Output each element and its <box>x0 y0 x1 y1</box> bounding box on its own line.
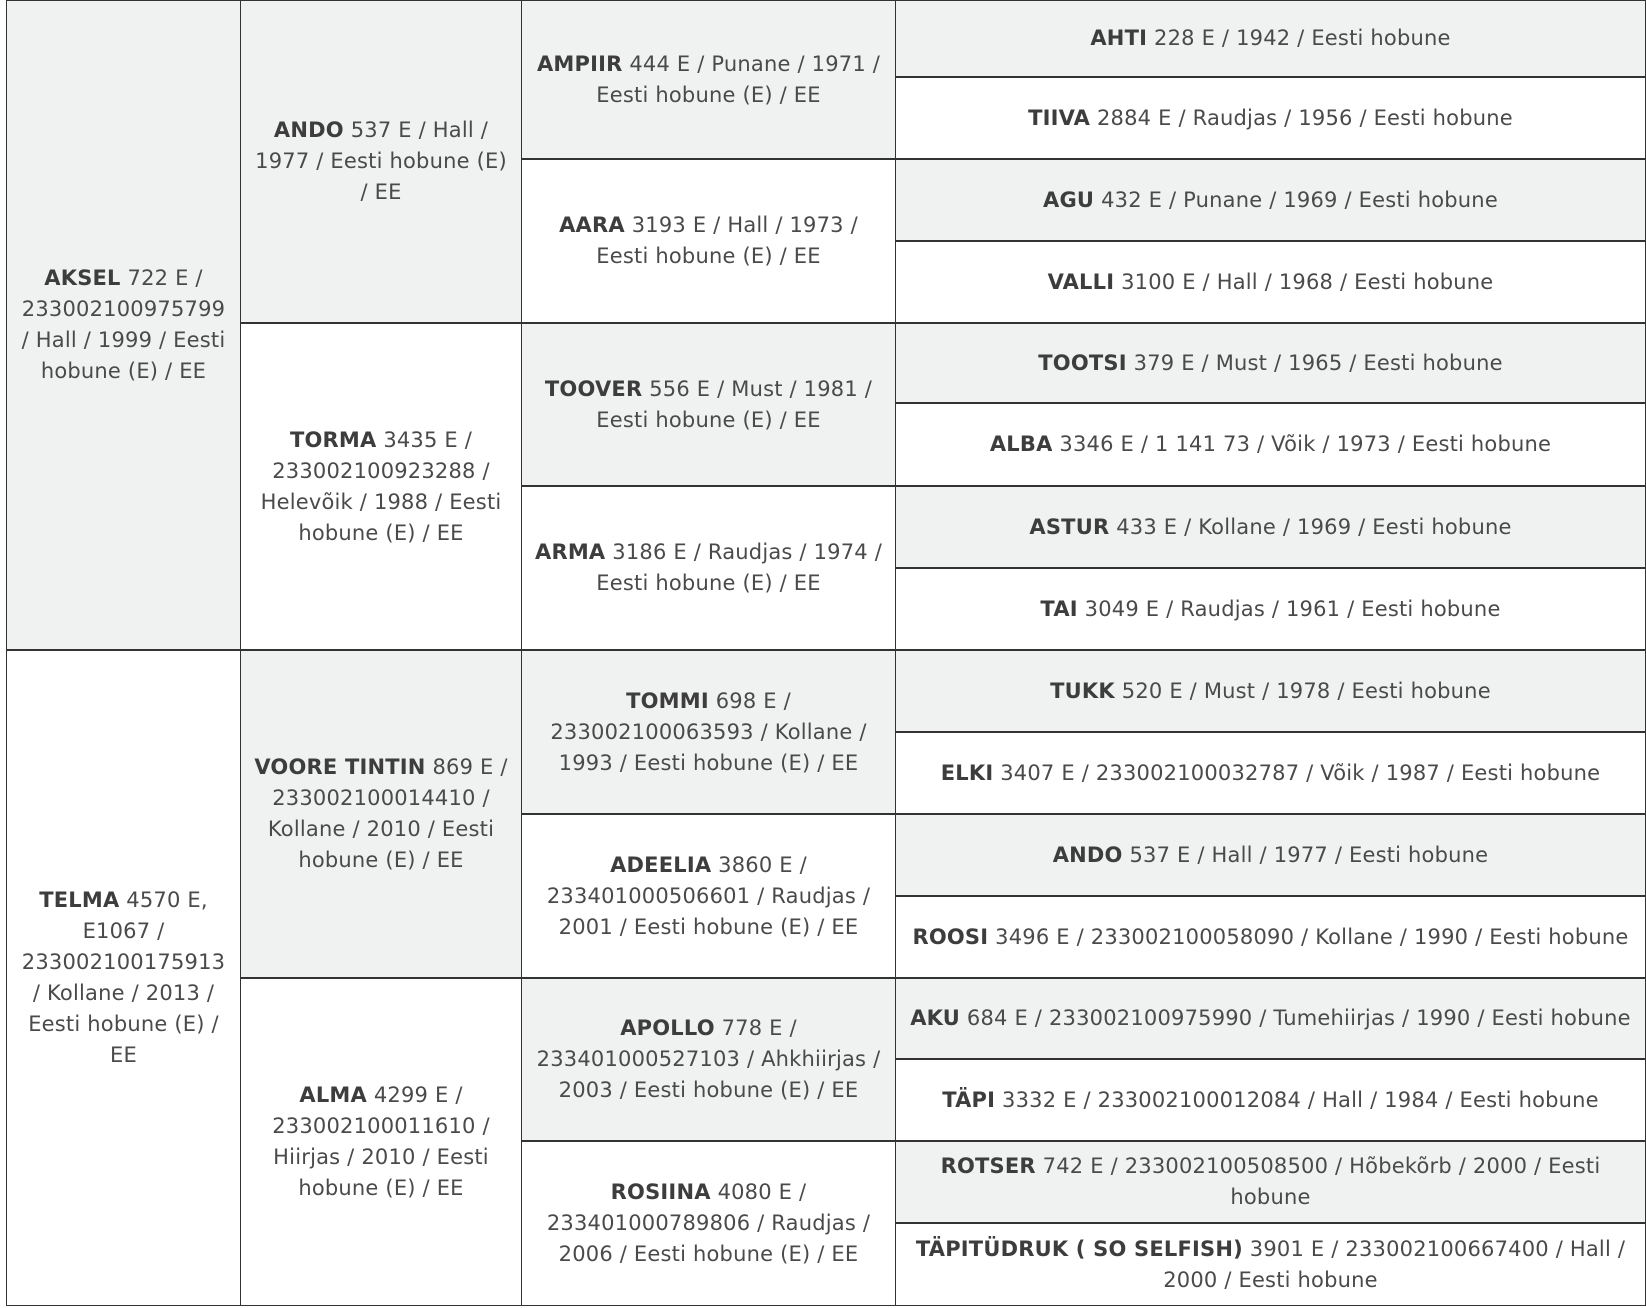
horse-entry <box>522 49 895 111</box>
horse-details: 869 E / 233002100014410 / Kollane / 2010 / Eesti hobune (E) / EE <box>267 755 508 872</box>
horse-entry <box>982 429 1559 460</box>
horse-name[interactable]: VOORE TINTIN <box>254 755 426 779</box>
pedigree-cell-gen3[interactable] <box>521 1141 896 1306</box>
horse-details: 433 E / Kollane / 1969 / Eesti hobune <box>1109 514 1512 539</box>
pedigree-cell-gen3[interactable] <box>521 0 896 159</box>
pedigree-cell-gen1[interactable] <box>6 650 241 1306</box>
pedigree-cell-gen1[interactable] <box>6 0 241 650</box>
horse-details: 4080 E / 233401000789806 / Raudjas / 2006 / Eesti hobune (E) / EE <box>546 1180 871 1266</box>
horse-details: 3901 E / 233002100667400 / Hall / 2000 / Eesti hobune <box>1163 1236 1626 1292</box>
horse-entry <box>522 210 895 272</box>
horse-name[interactable]: ROTSER <box>940 1154 1036 1178</box>
horse-details: 228 E / 1942 / Eesti hobune <box>1147 26 1451 50</box>
horse-name[interactable]: AARA <box>559 213 625 237</box>
horse-details: 684 E / 233002100975990 / Tumehiirjas / 1990 / Eesti hobune <box>960 1006 1631 1030</box>
horse-details: 3332 E / 233002100012084 / Hall / 1984 / Eesti hobune <box>995 1087 1599 1112</box>
pedigree-cell-gen4[interactable] <box>895 1141 1646 1223</box>
horse-entry <box>522 1177 895 1270</box>
pedigree-cell-gen3[interactable] <box>521 159 896 323</box>
horse-entry <box>522 1013 895 1106</box>
pedigree-cell-gen2[interactable] <box>240 978 522 1306</box>
horse-entry <box>241 115 521 208</box>
pedigree-cell-gen3[interactable] <box>521 486 896 650</box>
horse-details: 3346 E / 1 141 73 / Võik / 1973 / Eesti hobune <box>1052 432 1552 456</box>
horse-details: 444 E / Punane / 1971 / Eesti hobune (E) / EE <box>596 51 881 107</box>
horse-details: 520 E / Must / 1978 / Eesti hobune <box>1114 678 1491 703</box>
horse-entry <box>1045 840 1497 871</box>
horse-entry <box>1030 348 1510 379</box>
pedigree-cell-gen4[interactable] <box>895 486 1646 568</box>
horse-name[interactable]: TIIVA <box>1028 105 1091 130</box>
horse-entry <box>241 752 521 876</box>
horse-entry <box>902 1003 1639 1034</box>
horse-entry <box>7 263 240 387</box>
horse-name[interactable]: ANDO <box>1052 842 1123 867</box>
horse-entry <box>1020 103 1521 134</box>
horse-details: 537 E / Hall / 1977 / Eesti hobune (E) / EE <box>255 118 507 204</box>
horse-details: 3193 E / Hall / 1973 / Eesti hobune (E) / EE <box>596 213 858 268</box>
horse-name[interactable]: ANDO <box>273 118 344 142</box>
horse-details: 379 E / Must / 1965 / Eesti hobune <box>1126 350 1503 375</box>
horse-details: 698 E / 233002100063593 / Kollane / 1993 / Eesti hobune (E) / EE <box>550 688 867 775</box>
horse-entry <box>1035 185 1506 216</box>
horse-name[interactable]: TOOTSI <box>1038 350 1127 375</box>
horse-details: 778 E / 233401000527103 / Ahkhiirjas / 2003 / Eesti hobune (E) / EE <box>536 1016 881 1102</box>
pedigree-cell-gen4[interactable] <box>895 814 1646 896</box>
horse-name[interactable]: TOOVER <box>544 376 643 401</box>
horse-details: 3186 E / Raudjas / 1974 / Eesti hobune (E) / EE <box>596 540 882 595</box>
pedigree-cell-gen2[interactable] <box>240 323 522 650</box>
horse-entry <box>522 686 895 779</box>
horse-entry <box>933 758 1609 789</box>
pedigree-cell-gen4[interactable] <box>895 77 1646 159</box>
horse-details: 432 E / Punane / 1969 / Eesti hobune <box>1094 187 1498 212</box>
pedigree-cell-gen4[interactable] <box>895 241 1646 323</box>
horse-name[interactable]: TELMA <box>39 888 120 912</box>
horse-entry <box>1032 594 1508 625</box>
horse-name[interactable]: TAI <box>1040 596 1078 621</box>
horse-name[interactable]: TÄPI <box>942 1087 996 1112</box>
pedigree-cell-gen3[interactable] <box>521 323 896 486</box>
horse-name[interactable]: AKSEL <box>44 266 121 290</box>
pedigree-cell-gen3[interactable] <box>521 650 896 814</box>
horse-name[interactable]: TUKK <box>1050 678 1115 703</box>
horse-name[interactable]: ALBA <box>989 432 1053 456</box>
horse-name[interactable]: ARMA <box>535 540 606 564</box>
horse-details: 722 E / 233002100975799 / Hall / 1999 / Eesti hobune (E) / EE <box>21 266 226 383</box>
horse-details: 3496 E / 233002100058090 / Kollane / 1990 / Eesti hobune <box>988 924 1629 949</box>
horse-entry <box>896 1234 1645 1296</box>
horse-entry <box>7 885 240 1071</box>
pedigree-cell-gen2[interactable] <box>240 0 522 323</box>
horse-entry <box>934 1085 1607 1116</box>
horse-entry <box>1040 267 1502 298</box>
pedigree-cell-gen4[interactable] <box>895 732 1646 814</box>
horse-name[interactable]: ROSIINA <box>610 1180 711 1204</box>
pedigree-cell-gen4[interactable] <box>895 1059 1646 1141</box>
horse-name[interactable]: ELKI <box>940 760 994 785</box>
pedigree-cell-gen4[interactable] <box>895 323 1646 403</box>
horse-name[interactable]: AMPIIR <box>536 51 623 76</box>
horse-details: 556 E / Must / 1981 / Eesti hobune (E) / EE <box>596 376 873 432</box>
horse-name[interactable]: TOMMI <box>626 688 709 713</box>
horse-entry <box>522 850 895 943</box>
horse-entry <box>522 374 895 436</box>
horse-entry <box>904 922 1636 953</box>
horse-name[interactable]: ADEELIA <box>610 852 712 877</box>
horse-name[interactable]: AGU <box>1043 187 1095 212</box>
pedigree-cell-gen4[interactable] <box>895 568 1646 650</box>
pedigree-cell-gen4[interactable] <box>895 650 1646 732</box>
pedigree-cell-gen4[interactable] <box>895 1223 1646 1306</box>
horse-entry <box>522 537 895 599</box>
pedigree-cell-gen4[interactable] <box>895 403 1646 486</box>
horse-details: 3100 E / Hall / 1968 / Eesti hobune <box>1114 269 1494 294</box>
pedigree-cell-gen2[interactable] <box>240 650 522 978</box>
horse-name[interactable]: ALMA <box>299 1083 367 1107</box>
pedigree-cell-gen4[interactable] <box>895 896 1646 978</box>
horse-name[interactable]: AKU <box>910 1006 961 1030</box>
horse-name[interactable]: ASTUR <box>1029 514 1110 539</box>
horse-name[interactable]: VALLI <box>1047 269 1115 294</box>
horse-name[interactable]: APOLLO <box>620 1016 715 1040</box>
horse-details: 2884 E / Raudjas / 1956 / Eesti hobune <box>1090 105 1513 130</box>
horse-entry <box>1042 676 1499 707</box>
horse-details: 3407 E / 233002100032787 / Võik / 1987 / Eesti hobune <box>993 760 1601 785</box>
horse-entry <box>896 1151 1645 1213</box>
horse-name[interactable]: ROOSI <box>912 924 989 949</box>
horse-details: 3435 E / 233002100923288 / Helevõik / 1988 / Eesti hobune (E) / EE <box>260 427 502 545</box>
horse-details: 4570 E, E1067 / 233002100175913 / Kollane / 2013 / Eesti hobune (E) / EE <box>21 888 226 1067</box>
pedigree-cell-gen4[interactable] <box>895 0 1646 77</box>
horse-name[interactable]: TORMA <box>289 427 377 452</box>
horse-details: 537 E / Hall / 1977 / Eesti hobune <box>1122 842 1489 867</box>
horse-name[interactable]: AHTI <box>1090 26 1148 50</box>
pedigree-cell-gen4[interactable] <box>895 978 1646 1059</box>
horse-details: 3860 E / 233401000506601 / Raudjas / 2001 / Eesti hobune (E) / EE <box>546 852 871 939</box>
horse-details: 742 E / 233002100508500 / Hõbekõrb / 2000 / Eesti hobune <box>1035 1154 1601 1209</box>
horse-entry <box>241 1080 521 1204</box>
pedigree-cell-gen3[interactable] <box>521 814 896 978</box>
horse-name[interactable]: TÄPITÜDRUK ( SO SELFISH) <box>915 1236 1243 1261</box>
pedigree-cell-gen4[interactable] <box>895 159 1646 241</box>
horse-entry <box>1082 23 1458 54</box>
pedigree-cell-gen3[interactable] <box>521 978 896 1141</box>
horse-entry <box>1021 512 1519 543</box>
horse-entry <box>241 425 521 549</box>
horse-details: 3049 E / Raudjas / 1961 / Eesti hobune <box>1077 596 1501 621</box>
horse-details: 4299 E / 233002100011610 / Hiirjas / 2010 / Eesti hobune (E) / EE <box>272 1083 490 1200</box>
